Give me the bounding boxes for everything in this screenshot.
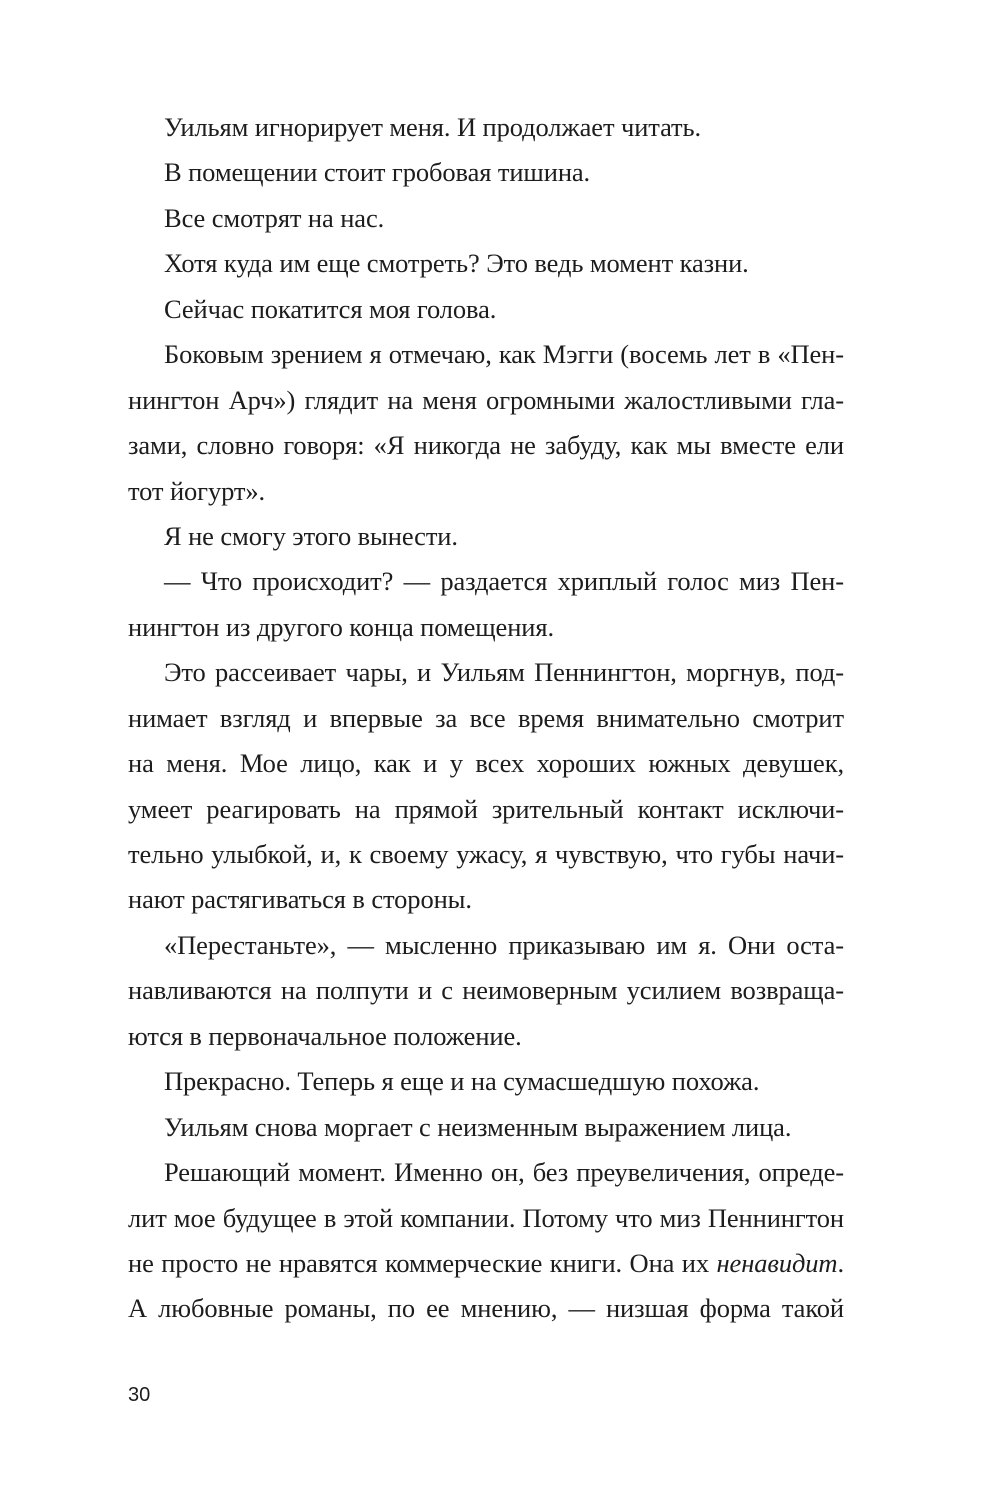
body-text [128,105,844,1332]
text-line: ются в первоначальное положение. [128,1020,522,1051]
text-line: Решающий момент. Именно он, без преувеличения, опреде- [164,1157,844,1188]
text-line: нимает взгляд и впервые за все время внимательно смотрит [128,702,844,733]
text-line: лит мое будущее в этой компании. Потому что миз Пеннингтон [128,1202,844,1233]
text-segment: . [837,1247,844,1278]
text-line-with-emphasis [128,1241,844,1286]
text-line: зами, словно говоря: «Я никогда не забуду, как мы вместе ели [128,430,844,461]
text-line: «Перестаньте», — мысленно приказываю им я. Они оста- [164,929,844,960]
text-line: Хотя куда им еще смотреть? Это ведь момент казни. [164,248,749,279]
text-line: Все смотрят на нас. [164,202,385,233]
text-line: нингтон из другого конца помещения. [128,611,554,642]
text-line: Я не смогу этого вынести. [164,520,458,551]
text-line: — Что происходит? — раздается хриплый голос миз Пен- [164,566,844,597]
text-segment: не просто не нравятся коммерческие книги. Она их [128,1247,717,1278]
text-line: Это рассеивает чары, и Уильям Пеннингтон, моргнув, под- [164,657,844,688]
text-line: тельно улыбкой, и, к своему ужасу, я чувствую, что губы начи- [128,839,844,869]
text-line: В помещении стоит гробовая тишина. [164,157,591,188]
text-line: на меня. Мое лицо, как и у всех хороших южных девушек, [128,748,844,779]
text-line: нингтон Арч») глядит на меня огромными жалостливыми гла- [128,384,844,415]
text-line: Прекрасно. Теперь я еще и на сумасшедшую похожа. [164,1066,760,1097]
text-line: Сейчас покатится моя голова. [164,293,497,324]
text-line: умеет реагировать на прямой зрительный контакт исключи- [128,793,844,824]
text-line: навливаются на полпути и с неимоверным усилием возвраща- [128,975,844,1006]
text-line: нают растягиваться в стороны. [128,884,472,915]
text-line: Уильям снова моргает с неизменным выражением лица. [164,1111,792,1142]
page-number: 30 [128,1384,151,1406]
text-line: Боковым зрением я отмечаю, как Мэгги (восемь лет в «Пен- [164,339,844,370]
text-line: тот йогурт». [128,475,266,506]
text-line: Уильям игнорирует меня. И продолжает читать. [164,112,702,142]
italic-emphasis: ненавидит [716,1247,838,1278]
text-line: А любовные романы, по ее мнению, — низшая форма такой [128,1293,844,1324]
